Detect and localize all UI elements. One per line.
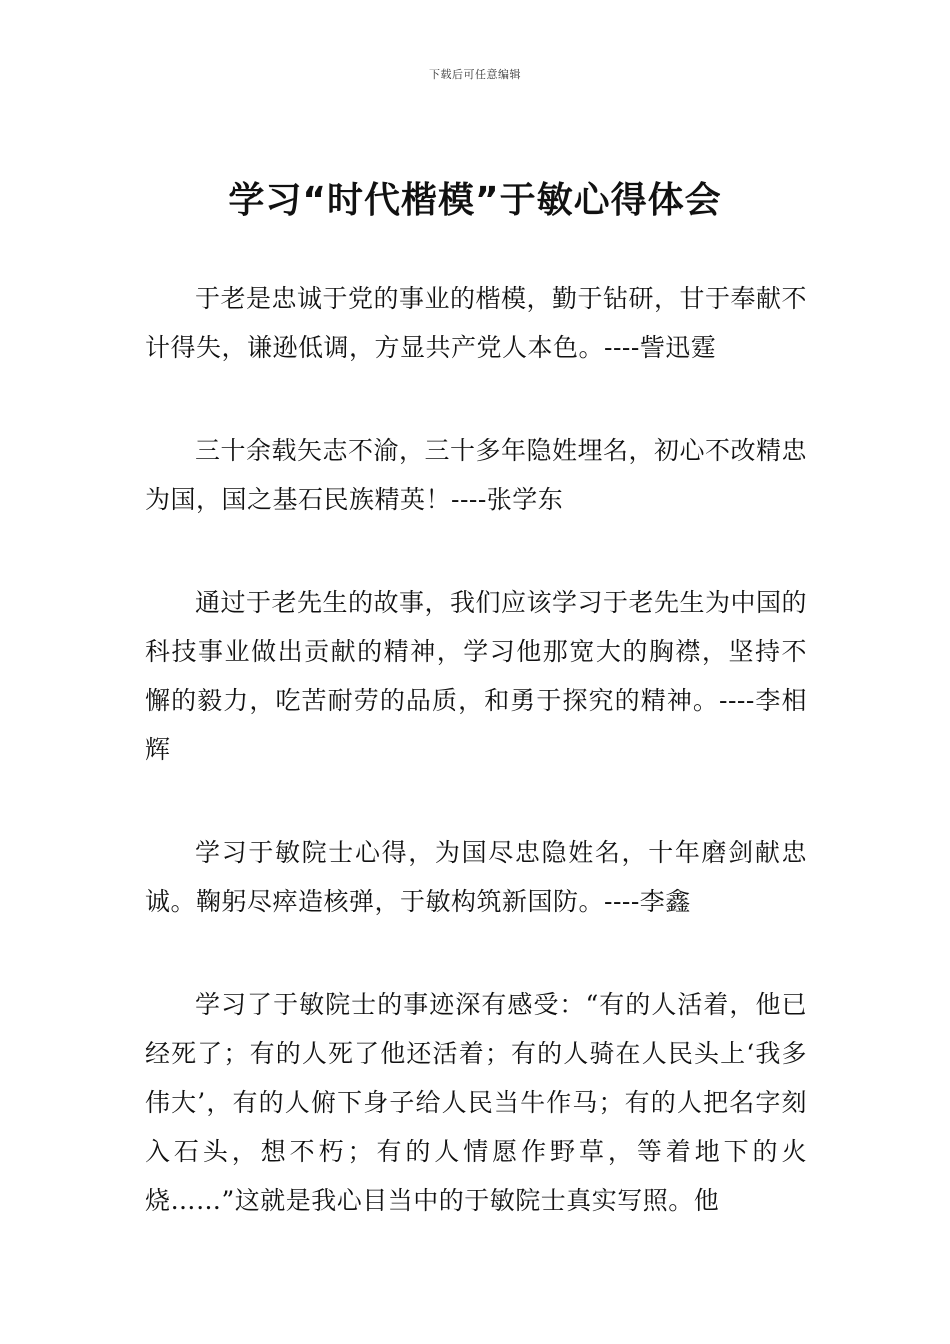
document-body [145,274,807,1225]
paragraph-5: 学习了于敏院士的事迹深有感受：“有的人活着，他已经死了；有的人死了他还活着；有的人骑在人民头上‘我多伟大’，有的人俯下身子给人民当牛作马；有的人把名字刻入石头，想不朽；有的人情愿作野草，等着地下的火烧……”这就是我心目当中的于敏院士真实写照。他 [145,990,807,1215]
paragraph-2: 三十余载矢志不渝，三十多年隐姓埋名，初心不改精忠为国，国之基石民族精英！----张学东 [145,436,808,514]
paragraph-4: 学习于敏院士心得，为国尽忠隐姓名，十年磨剑献忠诚。鞠躬尽瘁造核弹，于敏构筑新国防。----李鑫 [145,838,807,916]
header-note: 下载后可任意编辑 [429,68,521,81]
document-title: 学习“时代楷模”于敏心得体会 [228,180,722,221]
paragraph-1: 于老是忠诚于党的事业的楷模，勤于钻研，甘于奉献不计得失，谦逊低调，方显共产党人本色。----訾迅霆 [145,284,808,362]
paragraph-3: 通过于老先生的故事，我们应该学习于老先生为中国的科技事业做出贡献的精神，学习他那宽大的胸襟，坚持不懈的毅力，吃苦耐劳的品质，和勇于探究的精神。----李相辉 [145,588,808,764]
